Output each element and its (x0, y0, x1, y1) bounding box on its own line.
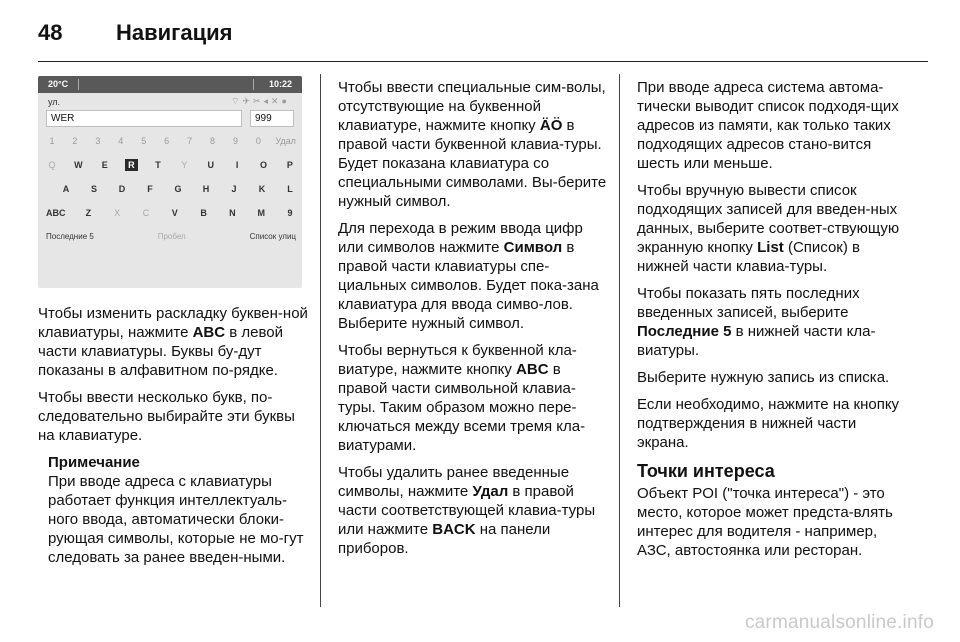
bold-term: Символ (503, 239, 563, 256)
note-block (38, 453, 310, 567)
street-list-key: Список улиц (249, 232, 296, 241)
paragraph (338, 78, 610, 211)
key: 7 (187, 136, 193, 146)
screen-number-row (46, 132, 296, 150)
paragraph (38, 304, 310, 380)
status-separator (78, 79, 79, 90)
text: в правой части соответствующей клавиа-туры или нажмите (338, 483, 596, 538)
text: (Список) в нижней части клавиа-туры. (637, 239, 860, 275)
key: 8 (210, 136, 216, 146)
paragraph (338, 219, 610, 333)
note-body: При вводе адреса с клавиатуры работает функция интеллектуаль-ного ввода, автоматически блоки-рующая символы, которые не мо-гут следовать за ранее введен-ными. (48, 473, 304, 566)
screen-street-prefix: ул. (48, 97, 61, 107)
text: в правой части буквенной клавиа-туры. Будет показана клавиатура со специальными символами. Вы-берите нужный символ. (338, 117, 607, 210)
recent-5-key: Последние 5 (46, 232, 94, 241)
column-divider (619, 74, 620, 607)
screen-letter-row (46, 180, 296, 198)
key: H (202, 184, 210, 194)
key: L (287, 184, 293, 194)
key: M (257, 208, 265, 218)
screen-address-input: WER (46, 110, 242, 127)
text: Чтобы изменить раскладку буквен-ной клавиатуры, нажмите (38, 305, 308, 341)
key: 3 (95, 136, 101, 146)
screen-temperature: 20°C (48, 79, 69, 89)
screen-status-icons: ⌔✈✂◂✕● (230, 96, 290, 106)
key: 9 (232, 136, 238, 146)
key: Z (85, 208, 92, 218)
key: I (235, 160, 239, 170)
screen-clock: 10:22 (268, 79, 292, 89)
text: в правой части символьной клавиа-туры. Таким образом можно пере-ключаться между всеми тремя кла-виатурами. (338, 361, 586, 454)
key: E (101, 160, 108, 170)
header-rule (38, 61, 928, 62)
abc-key: ABC (46, 208, 66, 218)
delete-key: Удал (275, 136, 296, 146)
bold-term: BACK (432, 521, 476, 538)
key: 4 (118, 136, 124, 146)
key: S (90, 184, 97, 194)
key: 2 (72, 136, 78, 146)
paragraph (637, 284, 909, 360)
key: F (147, 184, 153, 194)
text: Чтобы ввести специальные сим-волы, отсутствующие на буквенной клавиатуре, нажмите кнопку (338, 79, 606, 134)
key: U (207, 160, 214, 170)
text: Чтобы удалить ранее введенные символы, нажмите (338, 464, 570, 500)
key: J (231, 184, 237, 194)
text: в нижней части кла-виатуры. (637, 323, 876, 359)
key: 0 (255, 136, 261, 146)
key: 9 (287, 208, 293, 218)
note-heading: Примечание (48, 454, 140, 471)
screen-match-count: 999 (250, 110, 294, 127)
status-separator (253, 79, 254, 90)
space-key: Пробел (157, 232, 186, 241)
paragraph (338, 341, 610, 455)
key: Q (48, 160, 56, 170)
text: на панели приборов. (338, 521, 551, 557)
key: P (286, 160, 293, 170)
bold-term: Удал (472, 483, 509, 500)
bold-term: ABC (516, 361, 549, 378)
paragraph: Выберите нужную запись из списка. (637, 369, 890, 386)
key: 1 (49, 136, 55, 146)
paragraph: Чтобы ввести несколько букв, по-следовательно выбирайте эти буквы на клавиатуре. (38, 389, 295, 444)
key: T (155, 160, 161, 170)
key: X (114, 208, 121, 218)
paragraph (338, 463, 610, 558)
key: O (259, 160, 267, 170)
text: Чтобы показать пять последних введенных записей, выберите (637, 285, 860, 321)
key: B (200, 208, 207, 218)
key: 6 (164, 136, 170, 146)
key: K (258, 184, 266, 194)
key: G (174, 184, 182, 194)
screen-letter-row (46, 204, 296, 222)
column-1 (38, 304, 310, 567)
text: Чтобы вернуться к буквенной кла-виатуре, нажмите кнопку (338, 342, 577, 378)
paragraph: При вводе адреса система автома-тически выводит список подходя-щих адресов из памяти, как только таких подходящих адресов стано-вится шесть или меньше. (637, 79, 899, 172)
section-heading: Точки интереса (637, 461, 775, 481)
paragraph: Объект POI ("точка интереса") - это место, которое может предста-влять интерес для водителя - например, АЗС, автостоянка или ресторан. (637, 485, 893, 559)
key: D (118, 184, 126, 194)
key: A (62, 184, 70, 194)
bold-term: Последние 5 (637, 323, 732, 340)
key: V (171, 208, 178, 218)
bold-term: List (757, 239, 784, 256)
column-divider (320, 74, 321, 607)
screen-status-bar (38, 76, 302, 93)
key-selected: R (125, 159, 138, 171)
key: C (142, 208, 150, 218)
screen-letter-row (46, 156, 296, 174)
column-3 (637, 78, 909, 568)
paragraph (637, 181, 909, 276)
key: N (229, 208, 236, 218)
text: в левой части клавиатуры. Буквы бу-дут показаны в алфавитном по-рядке. (38, 324, 283, 379)
page-title: Навигация (116, 20, 233, 45)
column-2 (338, 78, 610, 566)
text: Для перехода в режим ввода цифр или символов нажмите (338, 220, 583, 256)
key: W (74, 160, 83, 170)
text: Чтобы вручную вывести список подходящих записей для введен-ных данных, выберите соответ-ствующую экранную кнопку (637, 182, 900, 256)
page-number: 48 (38, 20, 63, 45)
text: в правой части клавиатуры спе-циальных символов. Будет пока-зана клавиатура для ввода симво-лов. Выберите нужный символ. (338, 239, 599, 332)
key: 5 (141, 136, 147, 146)
bold-term: ÄÖ (539, 117, 563, 134)
keyboard-screen-figure (38, 76, 302, 288)
bold-term: ABC (192, 324, 226, 341)
watermark: carmanualsonline.info (744, 612, 934, 633)
paragraph: Если необходимо, нажмите на кнопку подтверждения в нижней части экрана. (637, 396, 900, 451)
screen-bottom-bar (46, 232, 296, 248)
key: Y (181, 160, 188, 170)
